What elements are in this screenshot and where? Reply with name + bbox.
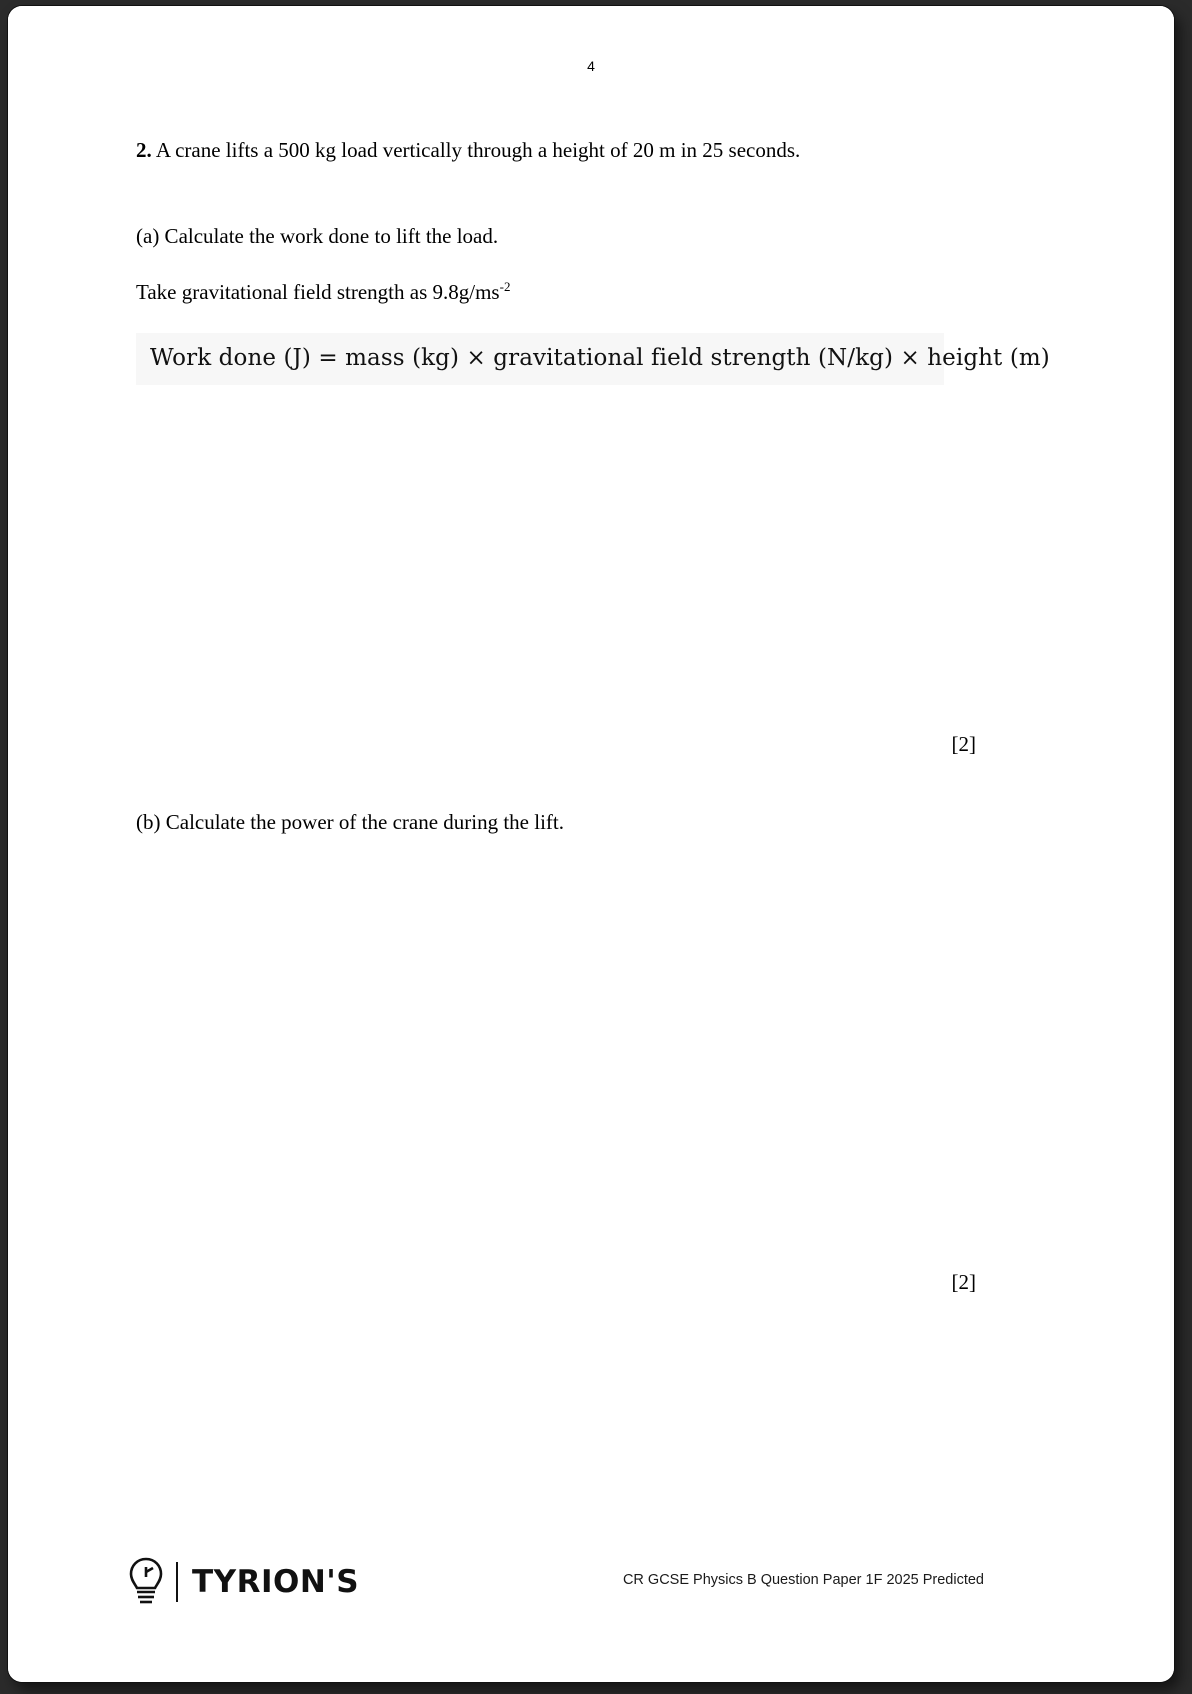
part-b-marks: [2]	[951, 1270, 976, 1294]
question-content	[136, 136, 1050, 1294]
part-a-marks: [2]	[951, 732, 976, 756]
document-page	[8, 6, 1174, 1682]
brand-name: TYRION'S	[192, 1564, 360, 1600]
part-a-instruction	[136, 279, 976, 305]
brand-logo	[126, 1554, 359, 1610]
part-a-instruction-superscript: -2	[499, 278, 511, 294]
part-a-instruction-text: Take gravitational field strength as 9.8g/ms	[136, 279, 500, 304]
part-a-label: (a) Calculate the work done to lift the load.	[136, 224, 499, 249]
formula-box	[136, 333, 1050, 385]
brand-divider	[176, 1562, 178, 1602]
page-surface	[8, 6, 1174, 1682]
page-footer	[8, 1554, 1174, 1614]
question-number: 2.	[136, 138, 152, 162]
lightbulb-icon	[126, 1556, 166, 1608]
footer-note: CR GCSE Physics B Question Paper 1F 2025 Predicted	[622, 1572, 984, 1588]
formula-text: Work done (J) = mass (kg) × gravitational field strength (N/kg) × height (m)	[150, 344, 1050, 371]
question-stem	[136, 136, 976, 164]
part-b-label: (b) Calculate the power of the crane during the lift.	[136, 810, 564, 834]
page-number: 4	[587, 58, 595, 74]
question-stem-text: A crane lifts a 500 kg load vertically through a height of 20 m in 25 seconds.	[155, 138, 801, 162]
